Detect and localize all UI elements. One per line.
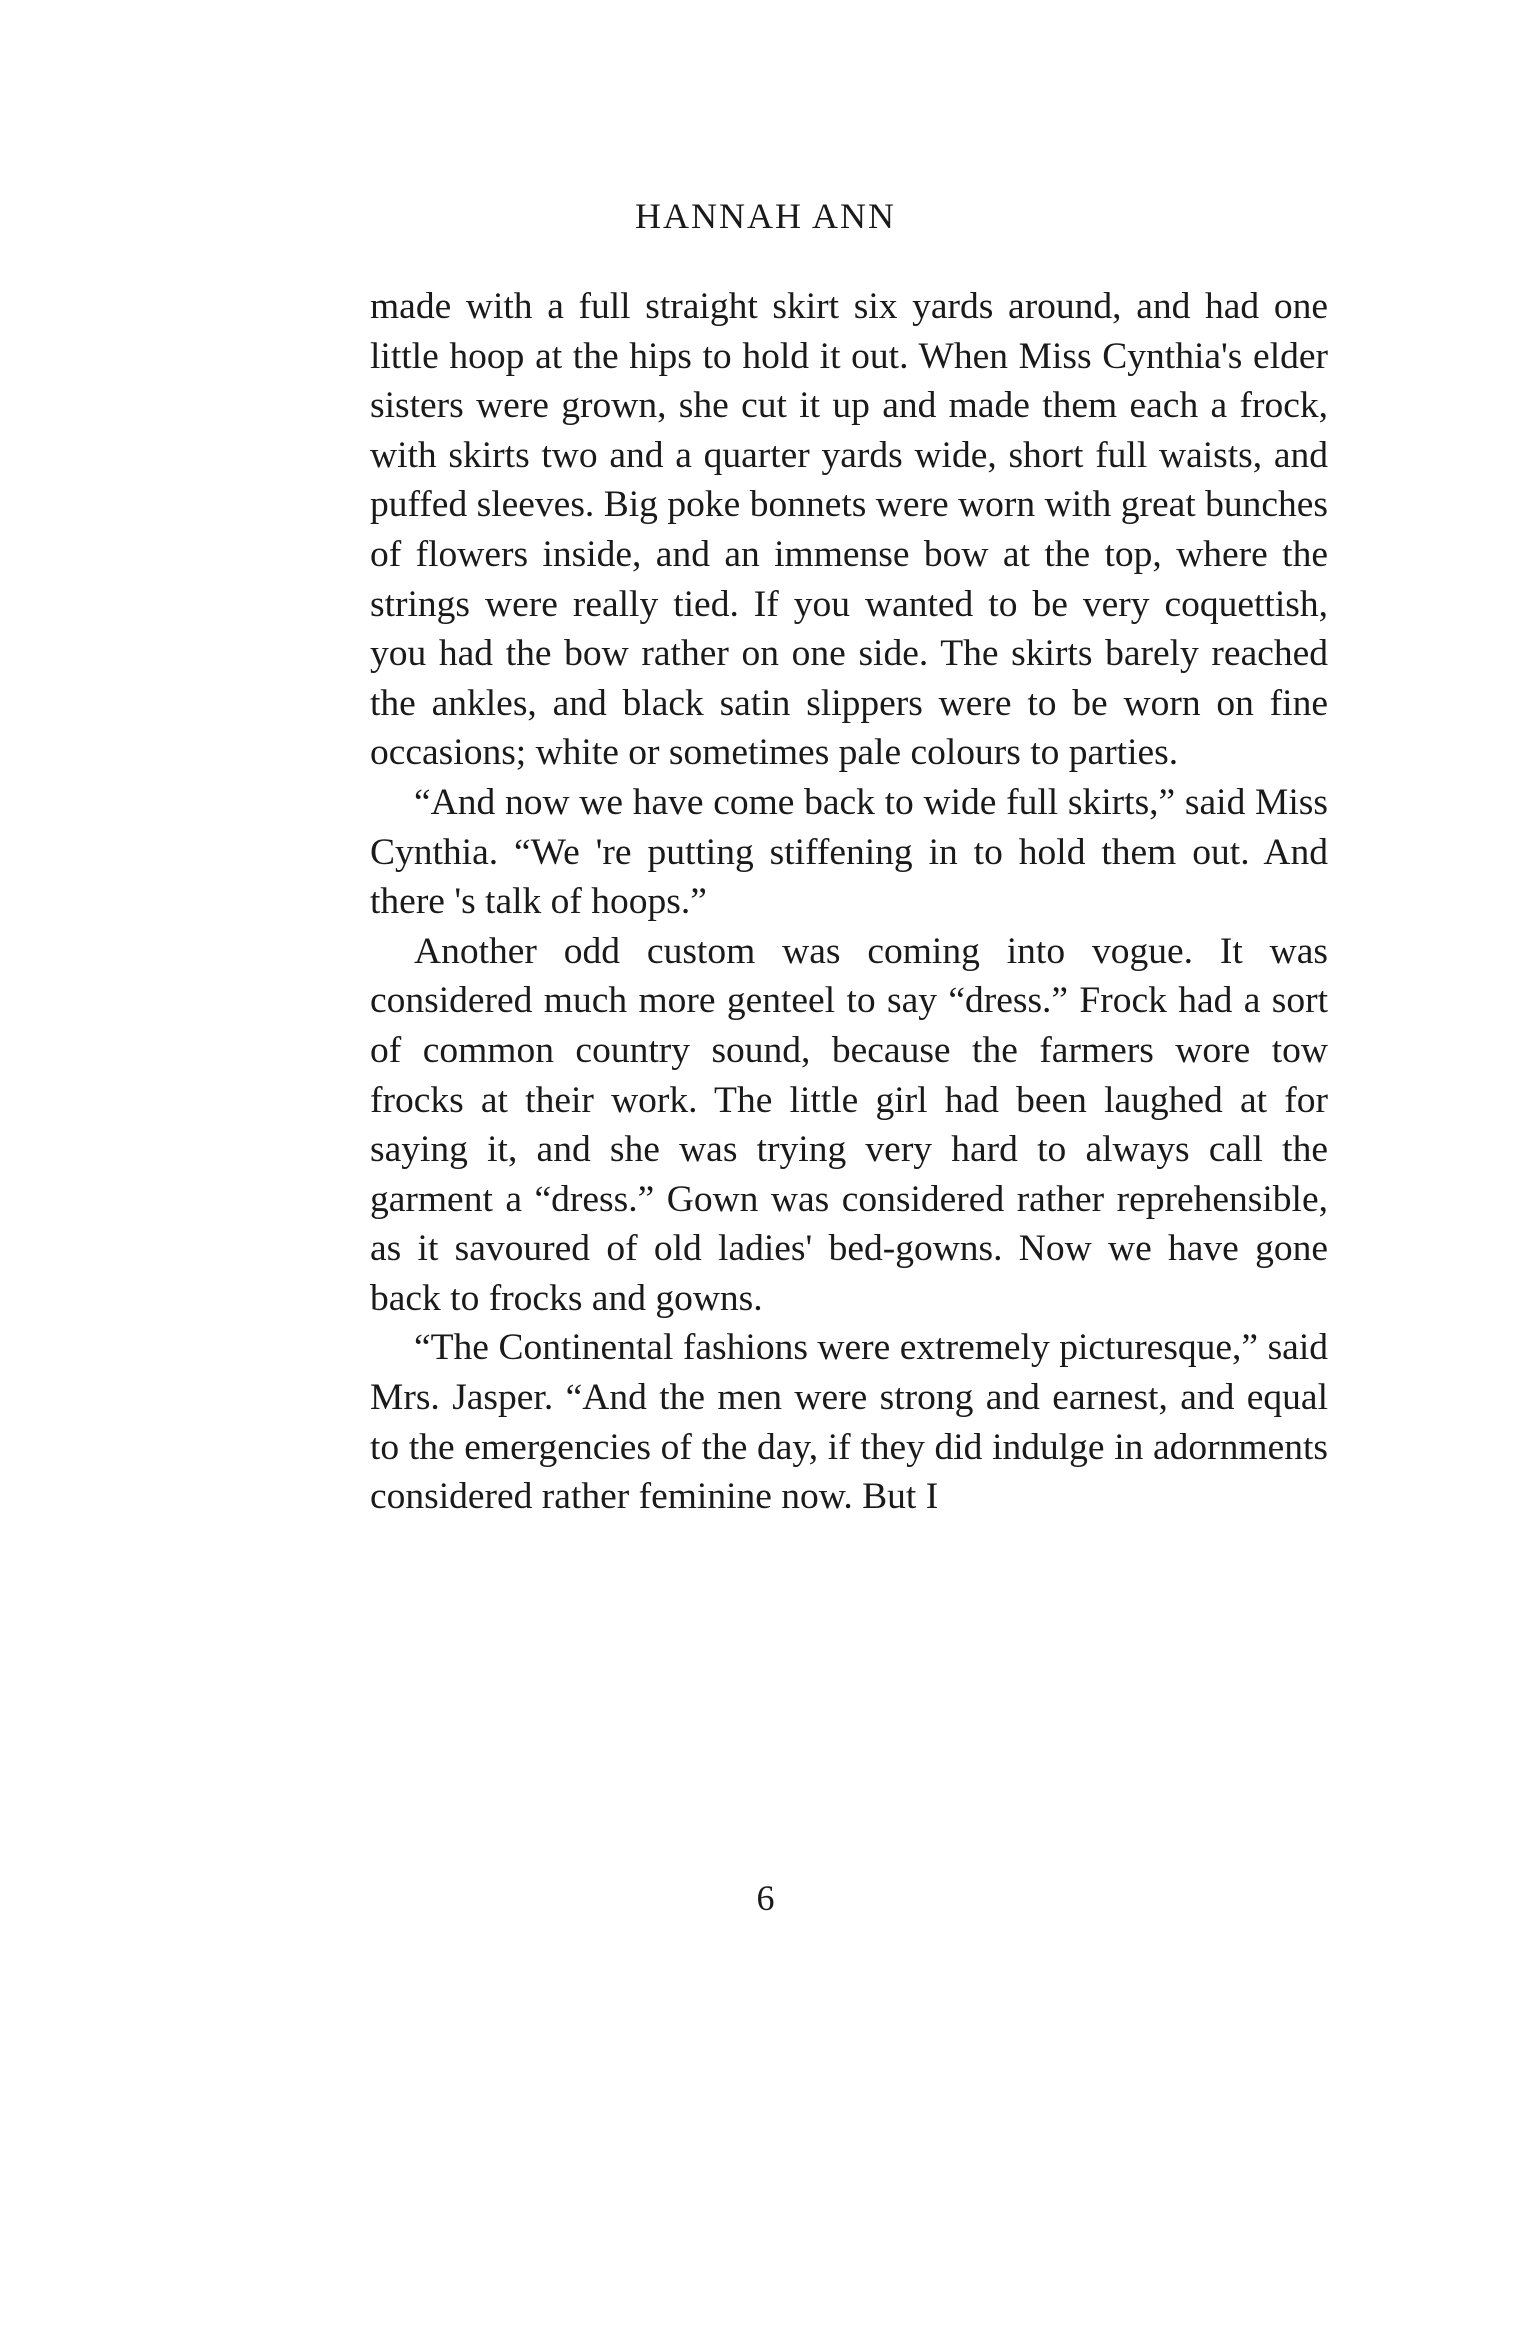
page-number: 6 <box>756 1878 775 1918</box>
running-title: HANNAH ANN <box>635 196 896 236</box>
body-text <box>370 282 1328 1522</box>
paragraph-1: made with a full straight skirt six yards around, and had one little hoop at the hips to hold it out. When Miss Cynthia's elder sisters were grown, she cut it up and made them each a frock, with skirts two and a quarter yards wide, short full waists, and puffed sleeves. Big poke bonnets were worn with great bunches of flowers inside, and an immense bow at the top, where the strings were really tied. If you wanted to be very coquettish, you had the bow rather on one side. The skirts barely reached the ankles, and black satin slippers were to be worn on fine occasions; white or sometimes pale colours to parties. <box>370 286 1328 774</box>
paragraph-3: Another odd custom was coming into vogue. It was considered much more genteel to say “dress.” Frock had a sort of common country sound, because the farmers wore tow frocks at their work. The little girl had been laughed at for saying it, and she was trying very hard to always call the garment a “dress.” Gown was considered rather reprehensible, as it savoured of old ladies' bed-gowns. Now we have gone back to frocks and gowns. <box>370 930 1328 1319</box>
paragraph-4: “The Continental fashions were extremely picturesque,” said Mrs. Jasper. “And the men were strong and earnest, and equal to the emergencies of the day, if they did indulge in adornments considered rather feminine now. But I <box>370 1327 1328 1518</box>
paragraph-2: “And now we have come back to wide full skirts,” said Miss Cynthia. “We 're putting stiffening in to hold them out. And there 's talk of hoops.” <box>370 781 1328 923</box>
